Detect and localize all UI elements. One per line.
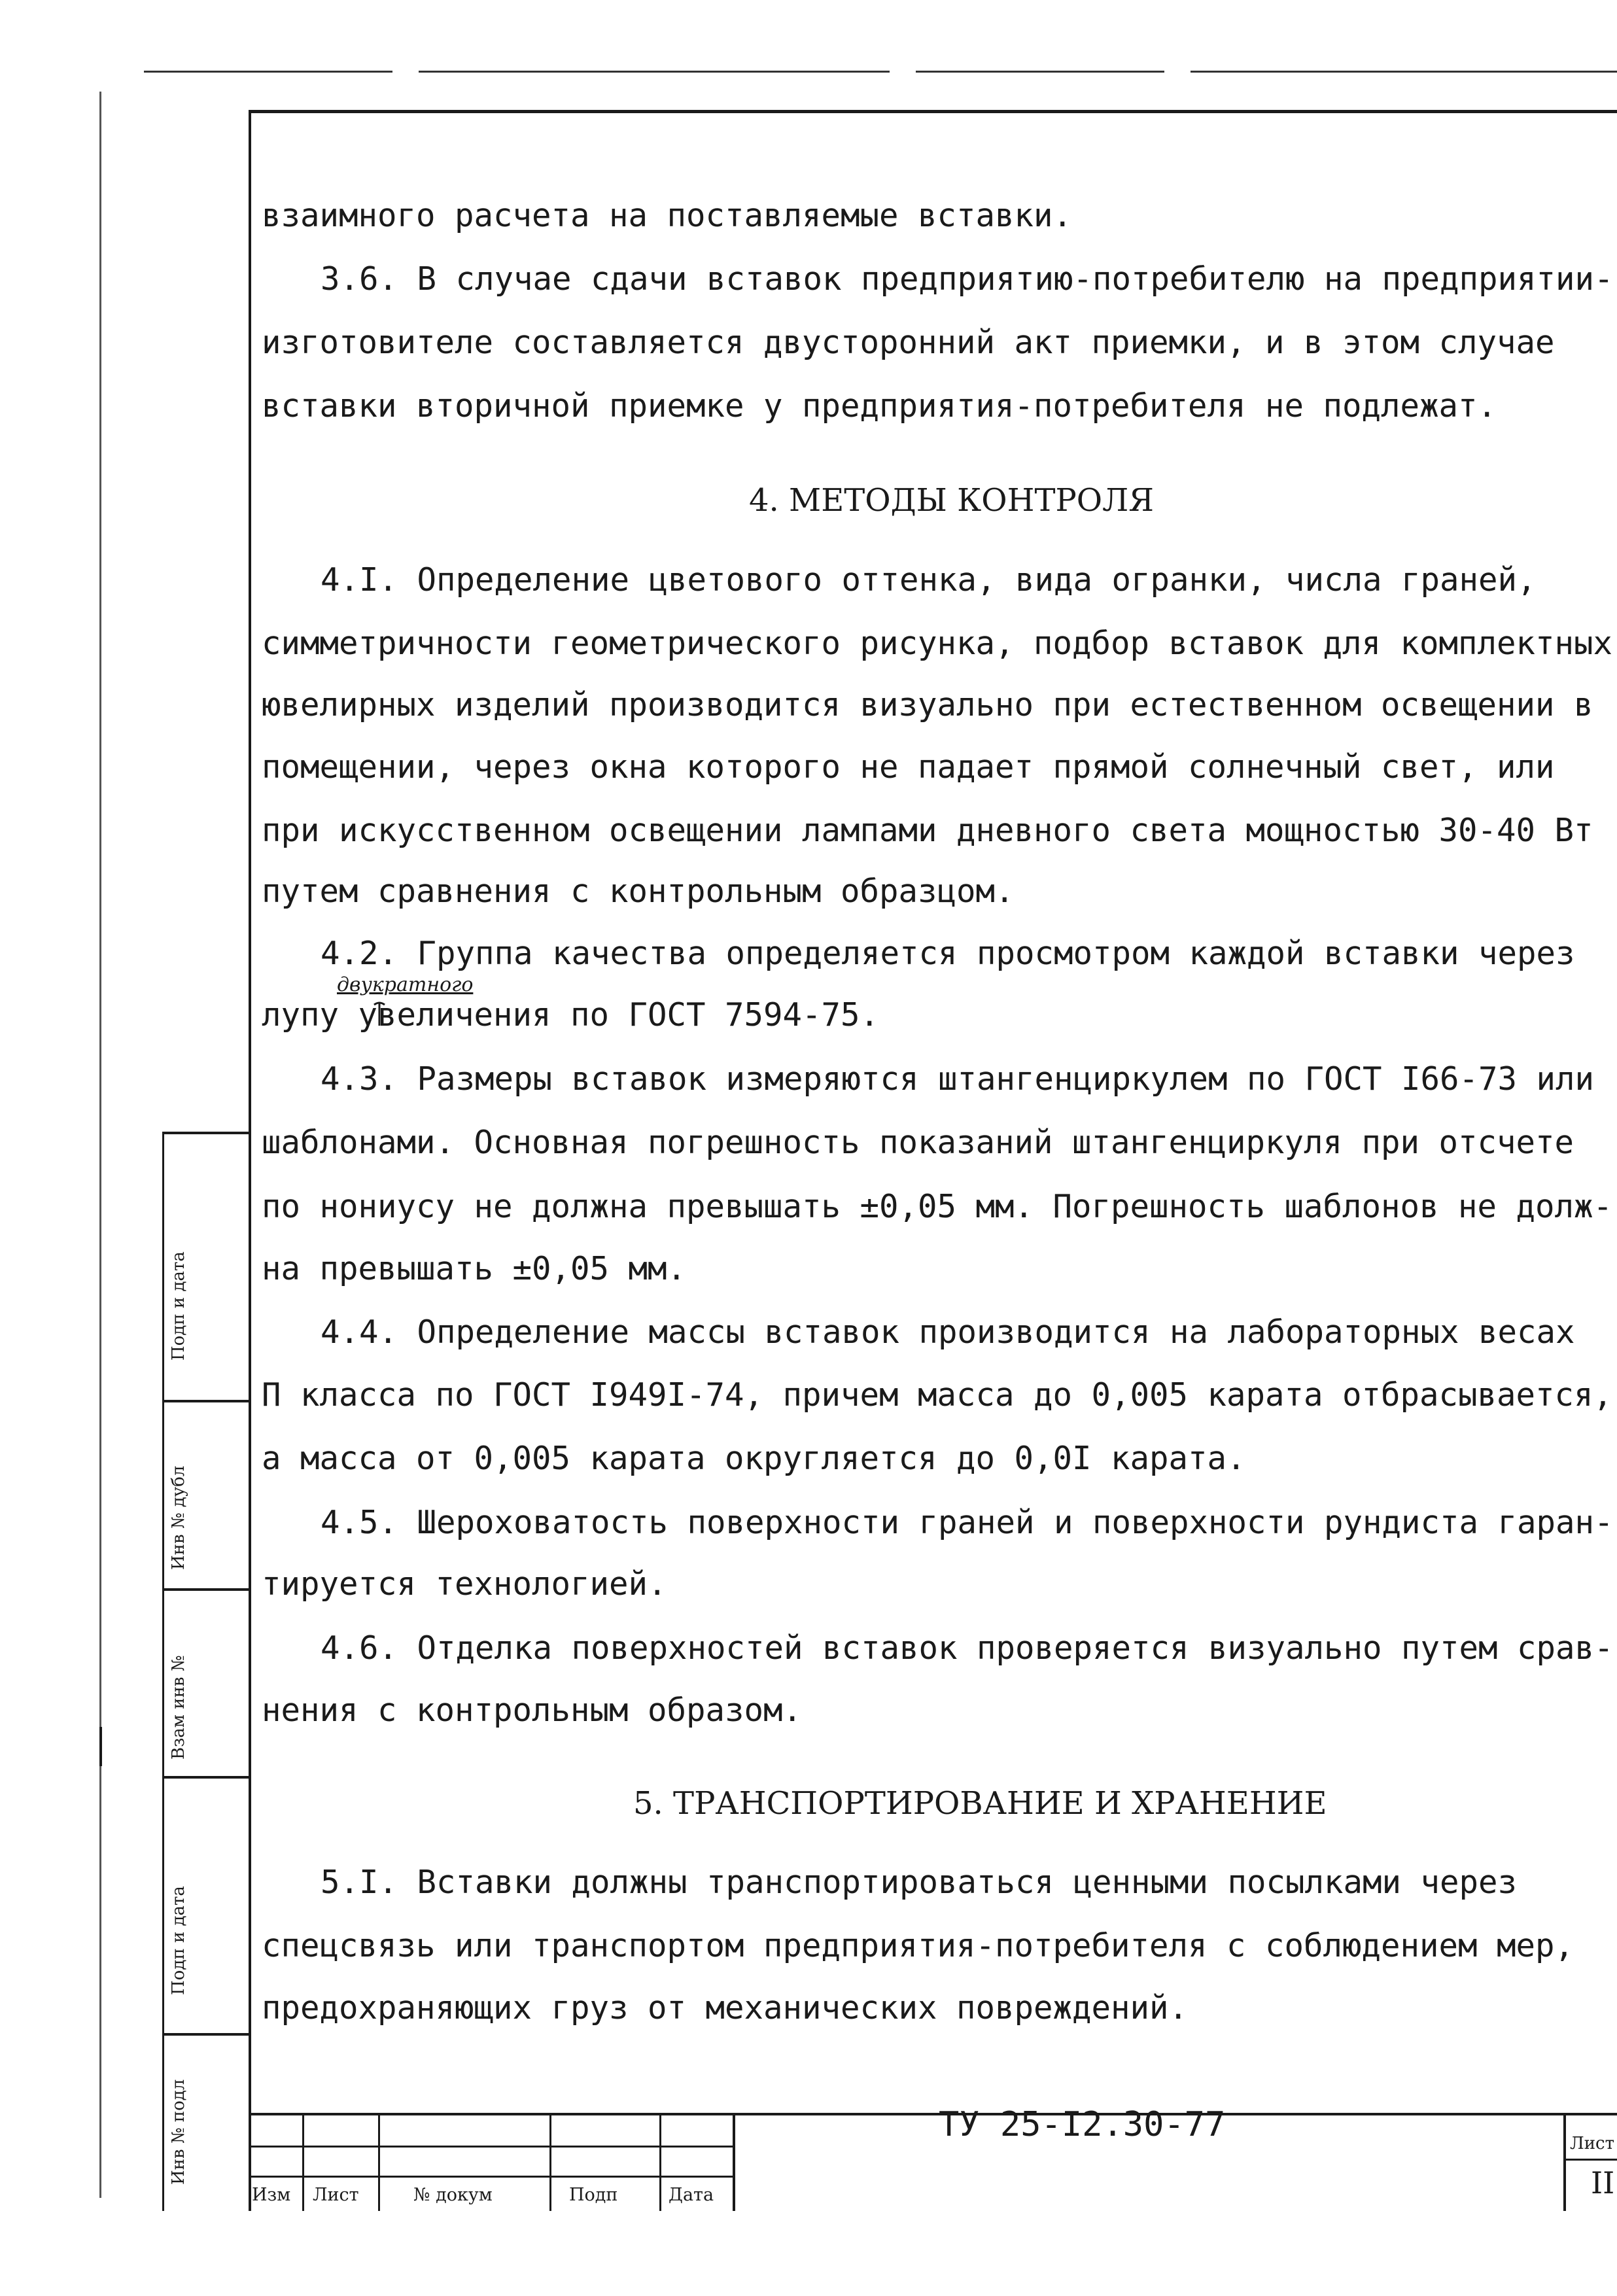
paragraph-line: 3.6. В случае сдачи вставок предприятию-потребителю на предприятии- bbox=[321, 260, 1614, 298]
title-block-col-1 bbox=[302, 2114, 304, 2211]
binding-margin-line bbox=[99, 92, 101, 2198]
side-row-1 bbox=[162, 1132, 250, 1134]
side-label-replace-inv: Взам инв № bbox=[169, 1655, 188, 1760]
paragraph-line: 4.4. Определение массы вставок производится на лабораторных весах bbox=[321, 1313, 1575, 1351]
title-block-col-3 bbox=[549, 2114, 551, 2211]
frame-left-border bbox=[249, 111, 251, 2211]
sheet-label: Лист bbox=[1570, 2134, 1614, 2153]
sheet-number: II bbox=[1591, 2165, 1615, 2200]
title-block-sheet-col bbox=[1563, 2114, 1566, 2211]
paragraph-line: предохраняющих груз от механических повреждений. bbox=[262, 1989, 1189, 2026]
top-dashed-rule bbox=[144, 71, 1617, 73]
side-label-sign-date-2: Подп и дата bbox=[169, 1886, 188, 1995]
side-row-5 bbox=[162, 2033, 250, 2036]
paragraph-line: лупу увеличения по ГОСТ 7594-75. bbox=[262, 996, 880, 1034]
paragraph-line: нения с контрольным образом. bbox=[262, 1692, 803, 1729]
paragraph-line: на превышать ±0,05 мм. bbox=[262, 1250, 687, 1287]
frame-top-border bbox=[249, 110, 1617, 113]
section-4-heading: 4. МЕТОДЫ КОНТРОЛЯ bbox=[749, 482, 1154, 519]
paragraph-line: тируется технологией. bbox=[262, 1565, 667, 1603]
paragraph-line: 4.2. Группа качества определяется просмотром каждой вставки через bbox=[321, 935, 1575, 972]
paragraph-line: 4.5. Шероховатость поверхности граней и поверхности рундиста гаран- bbox=[321, 1504, 1614, 1541]
paragraph-line: 4.I. Определение цветового оттенка, вида огранки, числа граней, bbox=[321, 561, 1537, 599]
paragraph-line: вставки вторичной приемке у предприятия-потребителя не подлежат. bbox=[262, 387, 1497, 425]
title-block-col-5 bbox=[733, 2114, 735, 2211]
paragraph-line: П класса по ГОСТ I949I-74, причем масса до 0,005 карата отбрасывается, bbox=[262, 1376, 1613, 1414]
paragraph-line: по нониусу не должна превышать ±0,05 мм. Погрешность шаблонов не долж- bbox=[262, 1188, 1613, 1225]
title-block-sheet-row bbox=[1563, 2159, 1617, 2161]
side-row-3 bbox=[162, 1588, 250, 1591]
paragraph-line: шаблонами. Основная погрешность показаний штангенциркуля при отсчете bbox=[262, 1124, 1574, 1161]
side-label-dup-inv: Инв № дубл bbox=[169, 1465, 188, 1570]
side-column-left bbox=[162, 1132, 164, 2211]
paragraph-line: спецсвязь или транспортом предприятия-потребителя с соблюдением мер, bbox=[262, 1927, 1574, 1964]
paragraph-line: 4.3. Размеры вставок измеряются штангенциркулем по ГОСТ I66-73 или bbox=[321, 1060, 1595, 1098]
side-row-4 bbox=[162, 1776, 250, 1779]
paragraph-line: взаимного расчета на поставляемые вставки. bbox=[262, 197, 1073, 234]
document-code: ТУ 25-I2.30-77 bbox=[939, 2105, 1226, 2144]
col-header-change: Изм bbox=[252, 2185, 291, 2205]
paragraph-line: при искусственном освещении лампами дневного света мощностью 30-40 Вт bbox=[262, 812, 1593, 849]
handwritten-insertion: двукратного bbox=[337, 973, 474, 996]
paragraph-line: изготовителе составляется двусторонний акт приемки, и в этом случае bbox=[262, 324, 1555, 361]
paragraph-line: а масса от 0,005 карата округляется до 0,0I карата. bbox=[262, 1440, 1246, 1477]
side-label-sign-date-1: Подп и дата bbox=[169, 1251, 188, 1361]
col-header-doc-no: № докум bbox=[413, 2185, 493, 2205]
paragraph-line: помещении, через окна которого не падает прямой солнечный свет, или bbox=[262, 748, 1555, 786]
col-header-date: Дата bbox=[669, 2185, 714, 2205]
paragraph-line: 4.6. Отделка поверхностей вставок проверяется визуально путем срав- bbox=[321, 1629, 1614, 1667]
paragraph-line: симметричности геометрического рисунка, подбор вставок для комплектных bbox=[262, 625, 1613, 662]
title-block-col-4 bbox=[659, 2114, 661, 2211]
side-row-2 bbox=[162, 1400, 250, 1402]
title-block-col-2 bbox=[378, 2114, 380, 2211]
col-header-sheet: Лист bbox=[313, 2185, 359, 2205]
col-header-signature: Подп bbox=[569, 2185, 618, 2205]
side-label-orig-inv: Инв № подл bbox=[169, 2079, 188, 2185]
paragraph-line: путем сравнения с контрольным образцом. bbox=[262, 873, 1015, 910]
paragraph-line: 5.I. Вставки должны транспортироваться ценными посылками через bbox=[321, 1864, 1518, 1901]
title-block-top bbox=[249, 2113, 1617, 2115]
paragraph-line: ювелирных изделий производится визуально при естественном освещении в bbox=[262, 686, 1593, 723]
section-5-heading: 5. ТРАНСПОРТИРОВАНИЕ И ХРАНЕНИЕ bbox=[633, 1785, 1327, 1822]
binding-margin-tick bbox=[99, 1727, 102, 1766]
